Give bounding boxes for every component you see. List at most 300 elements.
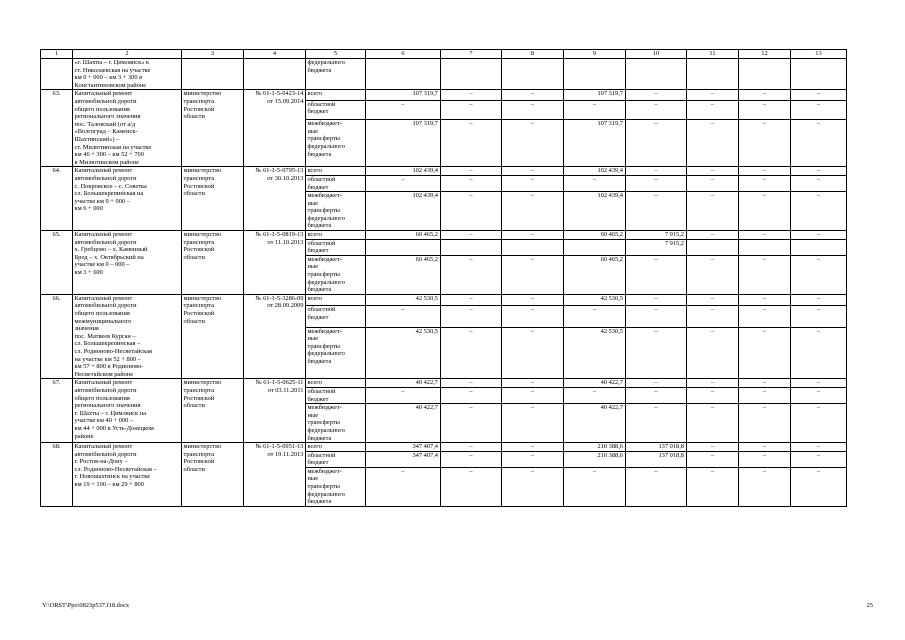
object-name-line: Несветайском районе	[74, 370, 134, 378]
ministry	[182, 90, 244, 167]
permit	[244, 294, 306, 379]
funding-source-line: бюджета	[307, 222, 332, 230]
funding-source	[306, 404, 366, 443]
value-col-13: –	[791, 443, 847, 452]
value-col-10: –	[626, 175, 687, 191]
row-number: 64.	[41, 167, 73, 231]
value-col-13: –	[791, 167, 847, 176]
object-name-line: Капитальный ремонт	[74, 443, 133, 451]
value-col-7: –	[441, 451, 502, 467]
value-col-12: –	[739, 387, 791, 403]
value-col-7: –	[441, 120, 502, 167]
object-name-line: регионального значения	[74, 402, 141, 410]
value-col-7: –	[441, 231, 502, 240]
value-col-6: –	[366, 467, 441, 506]
value-col-12: –	[739, 167, 791, 176]
ministry-line: Ростовской	[183, 182, 215, 190]
value-col-6: 42 530,5	[366, 294, 441, 305]
ministry-line: Ростовской	[183, 310, 215, 317]
object-name-line: сл. Родионово-Несветайская –	[74, 465, 157, 473]
value-col-13: –	[791, 120, 847, 167]
funding-source	[306, 231, 366, 240]
funding-source-line: федерального	[307, 59, 345, 66]
value-col-10: –	[626, 467, 687, 506]
value-col-13: –	[791, 387, 847, 403]
value-col-10: –	[626, 387, 687, 403]
object-row	[41, 90, 847, 100]
funding-source-line: областной	[307, 239, 336, 247]
permit-line: от 03.11.2011	[267, 386, 304, 394]
page-number: 25	[866, 602, 873, 609]
value-col-12: –	[739, 404, 791, 443]
value-col-9: –	[564, 467, 626, 506]
value-col-9: 107 319,7	[564, 120, 626, 167]
funding-source-line: бюджета	[307, 498, 332, 506]
object-name-line: сл. Большекрепинская –	[74, 340, 141, 348]
value-col-7: –	[441, 306, 502, 327]
object-row	[41, 231, 847, 240]
program-table	[40, 49, 847, 507]
funding-source-line: межбюджет-	[307, 120, 342, 128]
object-name-line: ст. Милютинская на участке	[74, 143, 152, 151]
value-col-10: 137 018,8	[626, 443, 687, 452]
ministry-line: Ростовской	[183, 458, 215, 466]
object-name-line: сл. Родионово-Несветайская	[74, 347, 152, 355]
ministry-line: области	[183, 190, 205, 198]
value-col-8: –	[502, 175, 564, 191]
value-col-11: –	[687, 451, 739, 467]
column-number: 13	[791, 50, 847, 59]
object-name-line: Капитальный ремонт	[74, 294, 133, 302]
value-col-13: –	[791, 175, 847, 191]
value-col-11	[687, 239, 739, 255]
permit	[244, 443, 306, 507]
value-col-13: –	[791, 294, 847, 305]
value-col-10: –	[626, 120, 687, 167]
ministry-line: транспорта	[183, 174, 215, 182]
object-name-line: км 57 + 800 в Родионово-	[74, 363, 144, 371]
object-name-line: км 6 + 000	[74, 205, 103, 213]
value-col-9: 102 439,4	[564, 167, 626, 176]
value-cell	[502, 59, 564, 90]
value-col-11: –	[687, 90, 739, 100]
value-col-6: 60 465,2	[366, 255, 441, 294]
value-col-11: –	[687, 192, 739, 231]
value-col-9: –	[564, 387, 626, 403]
funding-source-line: областной	[307, 387, 336, 395]
value-col-10: –	[626, 167, 687, 176]
value-col-11: –	[687, 404, 739, 443]
value-col-8: –	[502, 294, 564, 305]
value-col-6: 60 465,2	[366, 231, 441, 240]
value-col-8: –	[502, 90, 564, 100]
funding-source-line: трансферты	[307, 342, 340, 350]
value-col-11: –	[687, 379, 739, 388]
ministry-cell	[182, 59, 244, 90]
funding-source-line: трансферты	[307, 207, 340, 215]
value-col-6: 42 530,5	[366, 327, 441, 379]
funding-source	[306, 175, 366, 191]
funding-source	[306, 167, 366, 176]
object-name-line: на участке км 52 + 800 –	[74, 355, 141, 363]
object-name-line: Капитальный ремонт	[74, 167, 133, 175]
object-row	[41, 167, 847, 176]
value-col-8: –	[502, 231, 564, 240]
object-name-line: Капитальный ремонт	[74, 379, 133, 387]
value-col-11: –	[687, 120, 739, 167]
funding-source-line: всего	[307, 231, 322, 239]
value-col-8: –	[502, 443, 564, 452]
object-name	[73, 59, 182, 90]
ministry-line: транспорта	[183, 97, 215, 105]
value-col-9: 40 422,7	[564, 404, 626, 443]
ministry	[182, 443, 244, 507]
value-col-6: 347 407,4	[366, 443, 441, 452]
permit	[244, 231, 306, 295]
row-number: 68.	[41, 443, 73, 507]
object-name-line: значения	[74, 325, 99, 333]
funding-source-line: бюджет	[307, 183, 329, 191]
value-col-6: –	[366, 387, 441, 403]
object-name-line: км 44 + 000 в Усть-Донецком	[74, 424, 154, 432]
value-col-12: –	[739, 327, 791, 379]
value-col-12: –	[739, 379, 791, 388]
value-col-9: 210 388,6	[564, 451, 626, 467]
funding-source-line: межбюджет-	[307, 404, 342, 412]
funding-source-line: бюджет	[307, 459, 329, 467]
object-name	[73, 294, 182, 379]
funding-source-line: трансферты	[307, 483, 340, 491]
funding-source-line: бюджета	[307, 150, 332, 158]
value-col-7: –	[441, 100, 502, 120]
value-col-10: –	[626, 306, 687, 327]
object-name-line: сл. Большекрепинская на	[74, 190, 144, 198]
column-number: 1	[41, 50, 73, 59]
value-col-13: –	[791, 100, 847, 120]
value-col-6: –	[366, 306, 441, 327]
value-col-10: –	[626, 90, 687, 100]
column-number: 2	[73, 50, 182, 59]
funding-source-line: бюджета	[307, 358, 332, 366]
value-col-13: –	[791, 90, 847, 100]
value-cell	[626, 59, 687, 90]
value-col-13: –	[791, 306, 847, 327]
object-name-line: общего пользования	[74, 394, 130, 402]
funding-source-line: областной	[307, 175, 336, 183]
funding-source-line: межбюджет-	[307, 467, 342, 475]
ministry-line: Ростовской	[183, 105, 215, 113]
value-col-10: 137 018,8	[626, 451, 687, 467]
value-col-13: –	[791, 379, 847, 388]
object-name-line: с. Покровское – с. Советка	[74, 182, 147, 190]
column-number: 6	[366, 50, 441, 59]
funding-source-line: всего	[307, 167, 322, 175]
value-col-9: 60 465,2	[564, 231, 626, 240]
ministry-line: области	[183, 402, 205, 410]
value-col-6: 347 407,4	[366, 451, 441, 467]
permit	[244, 167, 306, 231]
value-col-7: –	[441, 379, 502, 388]
permit-line: № 61-1-5-0625-11	[255, 379, 304, 387]
object-name-line: г. Шахты – г. Цимлянск на	[74, 409, 146, 417]
object-row	[41, 294, 847, 305]
funding-source-line: федерального	[307, 143, 345, 151]
funding-source-line: всего	[307, 379, 322, 387]
value-col-12: –	[739, 231, 791, 240]
funding-source-line: федерального	[307, 350, 345, 358]
funding-source-line: бюджет	[307, 313, 329, 321]
value-col-12: –	[739, 192, 791, 231]
value-col-10: –	[626, 192, 687, 231]
funding-source-line: федерального	[307, 278, 345, 286]
object-name-line: межмуниципального	[74, 317, 132, 325]
funding-source-line: федерального	[307, 490, 345, 498]
ministry-line: Ростовской	[183, 394, 215, 402]
ministry-line: транспорта	[183, 450, 215, 458]
funding-source-line: трансферты	[307, 271, 340, 279]
value-col-8: –	[502, 327, 564, 379]
value-cell	[441, 59, 502, 90]
object-name-line: Шахтинский») –	[74, 135, 120, 143]
value-col-9: 107 319,7	[564, 90, 626, 100]
value-col-6: –	[366, 100, 441, 120]
permit-line: от 11.10.2013	[267, 238, 304, 246]
value-col-8: –	[502, 306, 564, 327]
object-name-line: «Волгоград – Каменск-	[74, 128, 138, 136]
object-name	[73, 231, 182, 295]
value-col-6: 107 319,7	[366, 90, 441, 100]
funding-source-line: всего	[307, 443, 322, 451]
value-col-7: –	[441, 167, 502, 176]
object-name-line: пос. Таловский (от а/д	[74, 120, 136, 128]
ministry-line: области	[183, 317, 205, 325]
funding-source-line: бюджет	[307, 108, 329, 116]
object-name-line: пос. Матвеев Курган –	[74, 332, 136, 340]
value-col-9: 40 422,7	[564, 379, 626, 388]
value-col-13	[791, 239, 847, 255]
value-col-7: –	[441, 175, 502, 191]
value-col-11: –	[687, 167, 739, 176]
value-col-9	[564, 239, 626, 255]
object-name-line: Капитальный ремонт	[74, 90, 133, 98]
column-number: 10	[626, 50, 687, 59]
funding-source-line: федерального	[307, 214, 345, 222]
permit-line: № 61-1-5-3286-09	[255, 294, 304, 302]
value-col-11: –	[687, 443, 739, 452]
funding-source-line: областной	[307, 100, 336, 108]
value-cell	[739, 59, 791, 90]
funding-source	[306, 255, 366, 294]
value-col-10: –	[626, 294, 687, 305]
value-col-7: –	[441, 387, 502, 403]
value-col-9: 210 388,6	[564, 443, 626, 452]
column-number-row	[41, 50, 847, 59]
object-name-line: км 19 + 100 – км 29 + 800	[74, 481, 144, 489]
funding-source-line: всего	[307, 294, 322, 302]
value-col-6: 40 422,7	[366, 379, 441, 388]
object-name-line: автомобильной дороги	[74, 174, 137, 182]
value-col-7: –	[441, 90, 502, 100]
value-col-10: 7 915,2	[626, 231, 687, 240]
value-col-8: –	[502, 404, 564, 443]
ministry	[182, 294, 244, 379]
row-number: 63.	[41, 90, 73, 167]
ministry-line: министерство	[183, 379, 222, 387]
ministry	[182, 231, 244, 295]
value-col-12: –	[739, 120, 791, 167]
row-number: 67.	[41, 379, 73, 443]
value-col-12: –	[739, 451, 791, 467]
ministry-line: министерство	[183, 90, 222, 98]
object-name-line: в Милютинском районе	[74, 158, 139, 166]
value-col-6: 102 439,4	[366, 192, 441, 231]
funding-source	[306, 120, 366, 167]
value-col-12: –	[739, 443, 791, 452]
value-col-9: –	[564, 306, 626, 327]
object-row	[41, 379, 847, 388]
funding-source-line: бюджета	[307, 434, 332, 442]
funding-source	[306, 306, 366, 327]
object-name-line: регионального значения	[74, 113, 141, 121]
permit-line: № 61-1-5-0795-13	[255, 167, 304, 175]
permit-line: № 61-1-5-0423-14	[255, 90, 304, 98]
value-col-9: 42 530,5	[564, 294, 626, 305]
value-col-7: –	[441, 327, 502, 379]
permit-cell	[244, 59, 306, 90]
value-col-12	[739, 239, 791, 255]
ministry-line: транспорта	[183, 386, 215, 394]
value-col-8: –	[502, 120, 564, 167]
value-col-8: –	[502, 255, 564, 294]
object-name-line: км 46 + 300 – км 52 + 700	[74, 151, 144, 159]
permit-line: № 61-1-5-0819-13	[255, 231, 304, 239]
object-name-line: автомобильной дороги	[74, 450, 137, 458]
funding-source	[306, 59, 366, 90]
object-name-line: автомобильной дороги	[74, 238, 137, 246]
ministry-line: министерство	[183, 443, 222, 451]
object-name-line: общего пользования	[74, 105, 130, 113]
ministry-line: области	[183, 253, 205, 261]
funding-source	[306, 294, 366, 305]
table-body	[41, 59, 847, 507]
value-col-10: –	[626, 327, 687, 379]
carry-over-row	[41, 59, 847, 90]
ministry-line: транспорта	[183, 302, 215, 310]
row-number-cell	[41, 59, 73, 90]
value-col-9: 42 530,5	[564, 327, 626, 379]
value-col-8: –	[502, 192, 564, 231]
value-col-12: –	[739, 175, 791, 191]
funding-source	[306, 467, 366, 506]
value-col-9: 102 439,4	[564, 192, 626, 231]
column-number: 11	[687, 50, 739, 59]
value-col-10: –	[626, 100, 687, 120]
column-number: 8	[502, 50, 564, 59]
value-col-8	[502, 239, 564, 255]
funding-source-line: ные	[307, 263, 319, 271]
value-col-6: 107 319,7	[366, 120, 441, 167]
ministry-line: области	[183, 465, 205, 473]
object-name-line: км 0 + 000 – км 3 + 300 в	[74, 74, 143, 82]
object-name-line: Капитальный ремонт	[74, 231, 133, 239]
value-col-7: –	[441, 404, 502, 443]
object-name-line: ст. Николаевская на участке	[74, 66, 151, 74]
value-col-13: –	[791, 255, 847, 294]
permit-line: от 15.09.2014	[267, 97, 304, 105]
value-col-10: –	[626, 404, 687, 443]
value-col-12: –	[739, 100, 791, 120]
column-number: 5	[306, 50, 366, 59]
object-name-line: районе	[74, 432, 94, 440]
value-col-11: –	[687, 467, 739, 506]
value-col-11: –	[687, 306, 739, 327]
value-col-13: –	[791, 451, 847, 467]
funding-source	[306, 327, 366, 379]
value-col-9: 60 465,2	[564, 255, 626, 294]
funding-source	[306, 90, 366, 100]
value-col-7: –	[441, 255, 502, 294]
column-number: 9	[564, 50, 626, 59]
value-col-12: –	[739, 90, 791, 100]
value-cell	[564, 59, 626, 90]
value-cell	[366, 59, 441, 90]
value-cell	[791, 59, 847, 90]
value-col-13: –	[791, 327, 847, 379]
funding-source	[306, 379, 366, 388]
value-col-13: –	[791, 467, 847, 506]
object-name	[73, 379, 182, 443]
column-number: 4	[244, 50, 306, 59]
value-col-6: –	[366, 175, 441, 191]
value-col-6: 40 422,7	[366, 404, 441, 443]
object-name-line: км 3 + 600	[74, 269, 103, 277]
funding-source-line: областной	[307, 451, 336, 459]
value-col-8: –	[502, 467, 564, 506]
object-name-line: Брод – х. Октябрьский на	[74, 253, 144, 261]
object-name	[73, 90, 182, 167]
value-col-9: –	[564, 175, 626, 191]
funding-source-line: ные	[307, 199, 319, 207]
value-col-8: –	[502, 387, 564, 403]
object-name-line: «г. Шахты – г. Цимлянск» к	[74, 59, 150, 66]
funding-source-line: ные	[307, 475, 319, 483]
object-name-line: г. Новошахтинск на участке	[74, 473, 151, 481]
funding-source	[306, 192, 366, 231]
column-number: 3	[182, 50, 244, 59]
ministry-line: министерство	[183, 231, 222, 239]
value-col-10: –	[626, 379, 687, 388]
object-name	[73, 443, 182, 507]
value-col-11: –	[687, 387, 739, 403]
ministry-line: транспорта	[183, 238, 215, 246]
ministry-line: Ростовской	[183, 246, 215, 254]
funding-source-line: бюджет	[307, 395, 329, 403]
funding-source	[306, 451, 366, 467]
funding-source-line: трансферты	[307, 419, 340, 427]
funding-source	[306, 387, 366, 403]
permit-line: № 61-1-5-0951-13	[255, 443, 304, 451]
file-path: Y:\ORST\Ppo\0823p537.f18.docx	[42, 602, 130, 609]
funding-source	[306, 239, 366, 255]
funding-source-line: межбюджет-	[307, 192, 342, 200]
funding-source-line: межбюджет-	[307, 327, 342, 335]
ministry-line: области	[183, 113, 205, 121]
value-col-8: –	[502, 167, 564, 176]
value-col-7: –	[441, 294, 502, 305]
value-col-12: –	[739, 294, 791, 305]
value-col-7	[441, 239, 502, 255]
value-col-8: –	[502, 451, 564, 467]
